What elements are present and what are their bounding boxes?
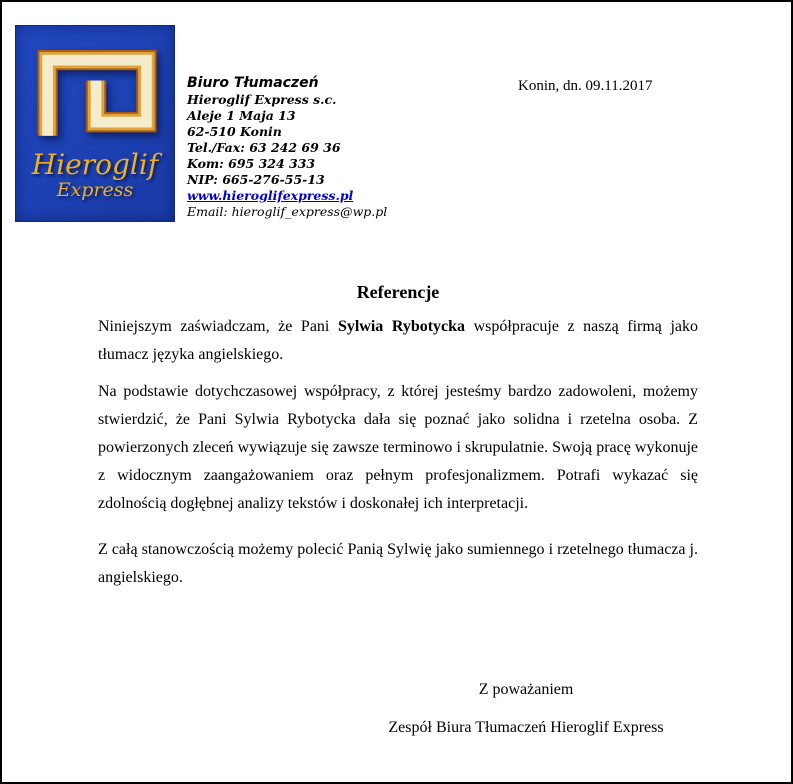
company-info-line: Kom: 695 324 333 xyxy=(187,156,316,171)
company-website-row xyxy=(187,188,417,204)
company-info-line: Aleje 1 Maja 13 xyxy=(187,108,296,123)
company-email: Email: hieroglif_express@wp.pl xyxy=(187,204,388,219)
company-website-link[interactable]: www.hieroglifexpress.pl xyxy=(187,188,354,203)
person-name-bold: Sylwia Rybotycka xyxy=(337,318,466,335)
company-info-block xyxy=(187,75,417,220)
logo-title: Hieroglif xyxy=(31,148,159,181)
company-logo xyxy=(15,25,175,222)
company-name: Biuro Tłumaczeń xyxy=(187,75,319,91)
company-info-line: NIP: 665-276-55-13 xyxy=(187,172,325,187)
date-line: Konin, dn. 09.11.2017 xyxy=(518,78,653,94)
company-info-line: Tel./Fax: 63 242 69 36 xyxy=(187,140,341,155)
closing-line: Z poważaniem xyxy=(478,681,574,698)
hieroglif-spiral-icon xyxy=(34,48,160,142)
logo-subtitle: Express xyxy=(56,179,134,201)
company-info-line: Hieroglif Express s.c. xyxy=(187,92,337,107)
company-info-line: 62-510 Konin xyxy=(187,124,282,139)
signature-line: Zespół Biura Tłumaczeń Hieroglif Express xyxy=(388,719,664,736)
paragraph-2: Na podstawie dotychczasowej współpracy, z której jesteśmy bardzo zadowoleni, możemy stwierdzić, że Pani Sylwia Rybotycka dała się poznać jako solidna i rzetelna osoba. Z powierzonych zleceń wywiązuje się zawsze terminowo i skrupulatnie. Swoją pracę wykonuje z widocznym zaangażowaniem oraz pełnym profesjonalizmem. Potrafi wykazać się zdolnością dogłębnej analizy tekstów i doskonałej ich interpretacji. xyxy=(98,383,698,512)
letter-title: Referencje xyxy=(356,282,440,302)
paragraph-1 xyxy=(98,313,698,369)
paragraph-3: Z całą stanowczością możemy polecić Panią Sylwię jako sumiennego i rzetelnego tłumacza j. angielskiego. xyxy=(98,541,698,586)
paragraph-1-text: współpracuje z naszą firmą jako tłumacz języka angielskiego. xyxy=(98,318,698,363)
paragraph-1-text: Niniejszym zaświadczam, że Pani xyxy=(98,318,338,335)
